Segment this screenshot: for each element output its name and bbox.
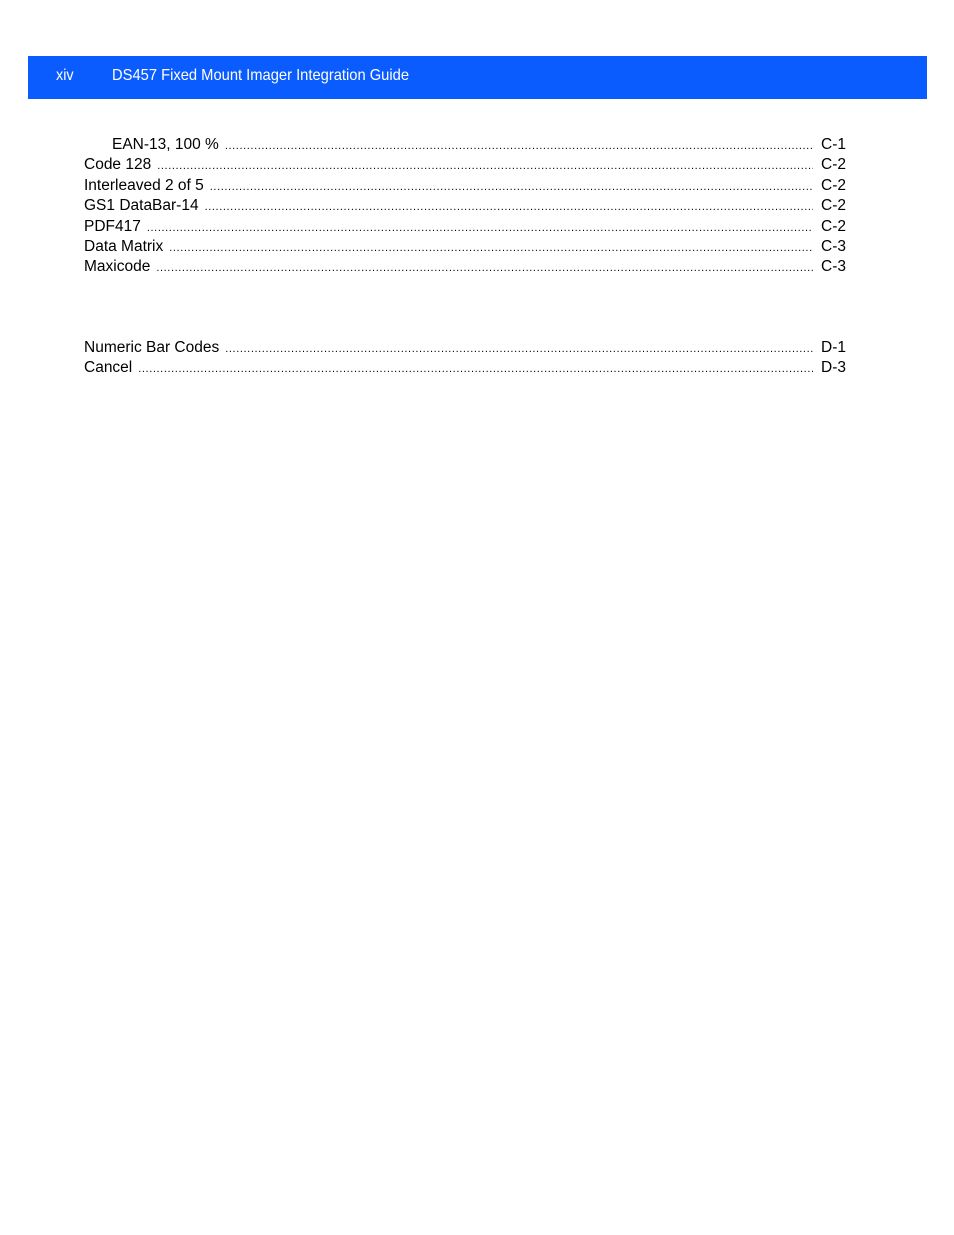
toc-entry[interactable] xyxy=(84,155,846,175)
toc-entry-page: C-2 xyxy=(821,217,846,235)
toc-entry-label: Cancel xyxy=(84,359,133,377)
dot-leader xyxy=(225,136,813,156)
toc-entry-page: C-3 xyxy=(821,237,846,255)
dot-leader xyxy=(138,359,813,379)
toc-entry-page: D-3 xyxy=(821,359,846,377)
toc-section-appendix-c xyxy=(84,135,846,278)
dot-leader xyxy=(210,177,813,197)
toc-entry-page: C-3 xyxy=(821,258,846,276)
toc-section-appendix-d xyxy=(84,338,846,379)
dot-leader xyxy=(156,258,813,278)
toc-entry-label: Code 128 xyxy=(84,156,152,174)
toc-entry[interactable] xyxy=(84,135,846,155)
toc-entry-label: GS1 DataBar-14 xyxy=(84,197,199,215)
toc-entry[interactable] xyxy=(84,196,846,216)
toc-entry-page: C-2 xyxy=(821,197,846,215)
toc-entry-page: D-1 xyxy=(821,339,846,356)
dot-leader xyxy=(157,156,813,176)
toc-entry-label: Maxicode xyxy=(84,258,151,276)
toc-entry-label: EAN-13, 100 % xyxy=(112,136,219,153)
toc-entry-label: Interleaved 2 of 5 xyxy=(84,176,204,194)
running-header xyxy=(28,56,927,99)
dot-leader xyxy=(225,339,813,359)
page-number: xiv xyxy=(56,67,74,84)
toc-entry[interactable] xyxy=(84,358,846,378)
toc-entry-label: PDF417 xyxy=(84,217,141,235)
document-title: DS457 Fixed Mount Imager Integration Guide xyxy=(112,67,410,84)
toc-entry[interactable] xyxy=(84,176,846,196)
toc-entry-page: C-2 xyxy=(821,156,846,174)
toc-entry-page: C-1 xyxy=(821,136,846,153)
dot-leader xyxy=(147,218,813,238)
toc-entry-label: Numeric Bar Codes xyxy=(84,339,220,356)
toc-entry[interactable] xyxy=(84,338,846,358)
toc-entry[interactable] xyxy=(84,257,846,277)
dot-leader xyxy=(205,197,813,217)
dot-leader xyxy=(169,238,813,258)
toc-entry[interactable] xyxy=(84,237,846,257)
toc-entry-label: Data Matrix xyxy=(84,237,164,255)
toc-entry-page: C-2 xyxy=(821,176,846,194)
toc-entry[interactable] xyxy=(84,217,846,237)
